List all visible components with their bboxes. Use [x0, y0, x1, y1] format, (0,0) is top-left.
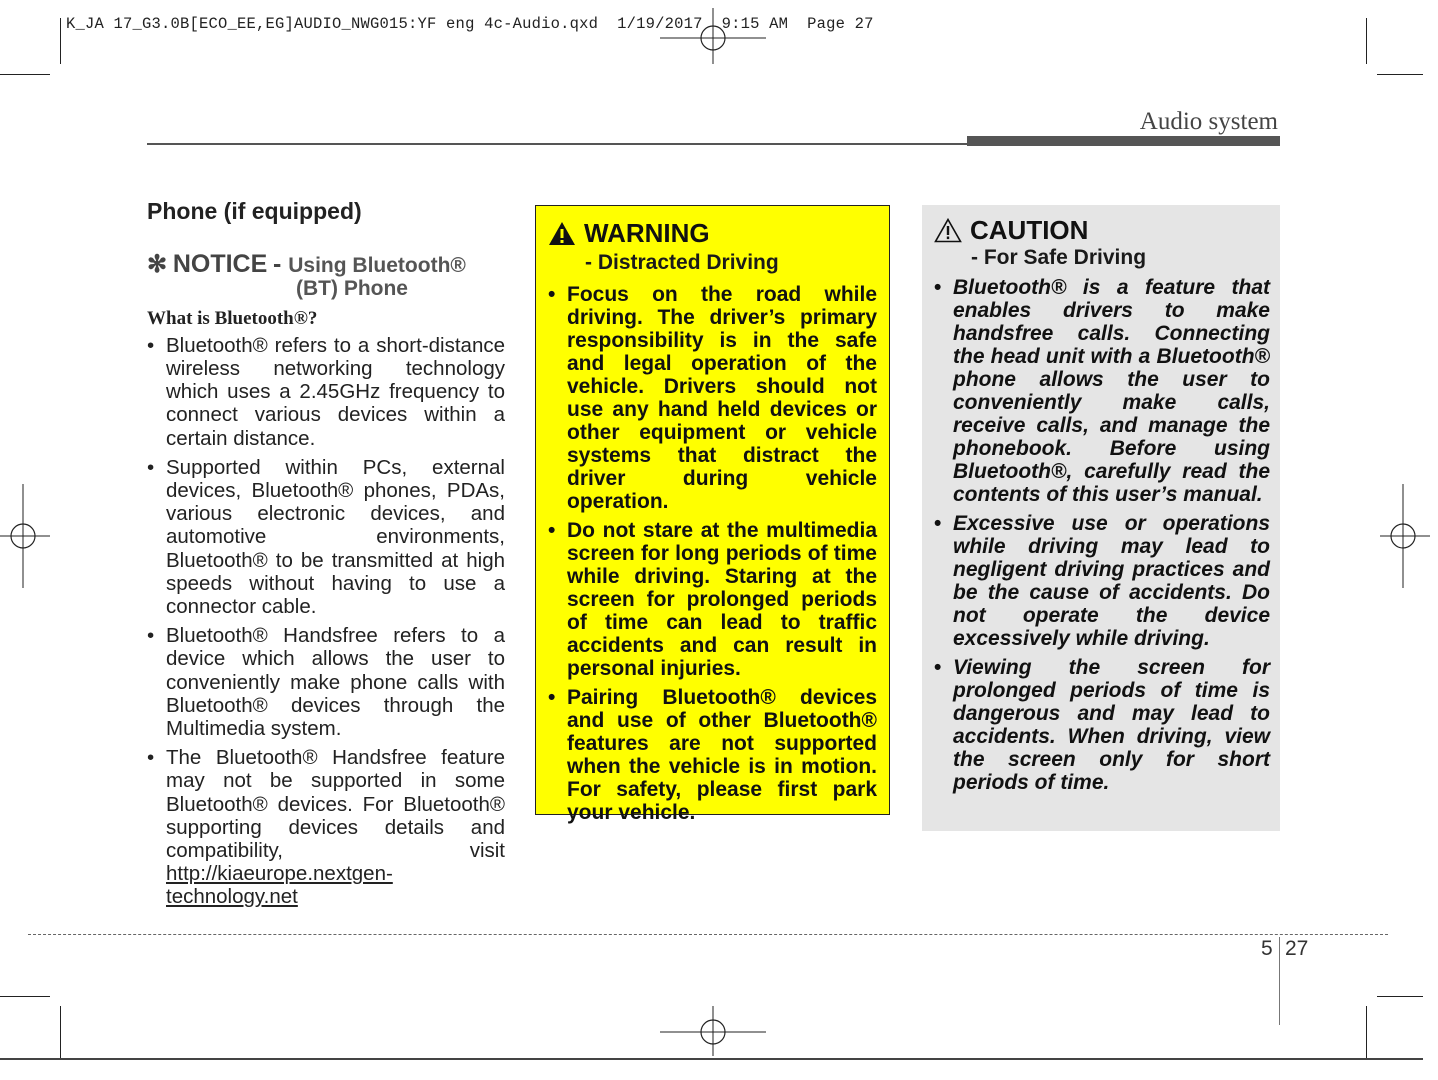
warning-box — [535, 205, 890, 824]
list-item: • Do not stare at the multimedia screen for long periods of time while driving. Staring at the screen for prolonged periods of time can lead to traffic accidents and can result in personal injuries. — [548, 519, 877, 680]
page-number: 27 — [1285, 937, 1309, 960]
warning-subtitle: - Distracted Driving — [585, 251, 779, 274]
crop-mark — [0, 74, 50, 75]
crop-mark — [60, 1006, 61, 1058]
crop-mark — [1377, 74, 1423, 75]
list-item — [147, 746, 505, 908]
caution-list — [934, 276, 1270, 794]
chapter-number: 5 — [1261, 937, 1273, 960]
warning-triangle-icon — [548, 221, 576, 246]
what-is-heading: What is Bluetooth®? — [147, 307, 318, 329]
list-item: • Pairing Bluetooth® devices and use of other Bluetooth® features are not supported when the vehicle is in motion. For safety, please first park your vehicle. — [548, 686, 877, 824]
notice-heading — [147, 250, 505, 301]
bottom-edge — [0, 1058, 1423, 1060]
notice-dash: - — [272, 250, 289, 279]
warning-list — [548, 283, 877, 824]
caution-triangle-icon — [934, 218, 962, 243]
list-item: • Viewing the screen for prolonged periods of time is dangerous and may lead to accidents. When driving, view the screen only for short periods of time. — [934, 656, 1270, 794]
caution-subtitle: - For Safe Driving — [971, 246, 1147, 269]
notice-label: NOTICE — [172, 250, 268, 279]
warning-title: WARNING — [584, 218, 710, 248]
registration-mark-icon — [660, 1006, 766, 1056]
bluetooth-list — [147, 334, 505, 909]
crop-mark — [1366, 18, 1367, 64]
crop-mark — [1377, 996, 1423, 997]
notice-subtitle-2: (BT) Phone — [296, 277, 408, 301]
left-column — [147, 200, 505, 915]
caution-heading — [934, 215, 1270, 246]
header-bar — [967, 136, 1280, 146]
crop-mark — [1366, 1006, 1367, 1058]
list-item: • Bluetooth® refers to a short-distance wireless networking technology which uses a 2.45GHz frequency to connect various devices within a certain distance. — [147, 334, 505, 450]
registration-mark-icon — [1380, 484, 1430, 588]
header-rule — [147, 143, 967, 145]
list-item: • Bluetooth® Handsfree refers to a device which allows the user to conveniently make phone calls with Bluetooth® devices through the Multimedia system. — [147, 624, 505, 740]
footer-dashed-rule — [28, 934, 1388, 935]
phone-title: Phone (if equipped) — [147, 198, 362, 224]
list-item: • Supported within PCs, external devices, Bluetooth® phones, PDAs, various electronic devices, and automotive environments, Bluetooth® to be transmitted at high speeds without having to use a connector cable. — [147, 456, 505, 618]
list-item: • Bluetooth® is a feature that enables drivers to make handsfree calls. Connecting the head unit with a Bluetooth® phone allows the user to conveniently make calls, receive calls, and manage the phonebook. Before using Bluetooth®, carefully read the contents of this user’s manual. — [934, 276, 1270, 506]
list-item: • Focus on the road while driving. The driver’s primary responsibility is in the safe and legal operation of the vehicle. Drivers should not use any hand held devices or other equipment or vehicle systems that distract the driver during vehicle operation. — [548, 283, 877, 513]
asterisk-icon: ✻ — [147, 251, 168, 279]
notice-subtitle-1: Using Bluetooth® — [288, 254, 466, 278]
caution-title: CAUTION — [970, 215, 1089, 245]
section-title: Audio system — [1139, 108, 1278, 135]
warning-heading — [548, 218, 877, 249]
file-slug: K_JA 17_G3.0B[ECO_EE,EG]AUDIO_NWG015:YF eng 4c-Audio.qxd 1/19/2017 9:15 AM Page 27 — [66, 15, 874, 33]
crop-mark — [0, 996, 50, 997]
registration-mark-icon — [0, 484, 50, 588]
caution-box — [922, 205, 1280, 831]
kia-europe-link[interactable]: http://kiaeurope.nextgen-technology.net — [166, 862, 393, 909]
list-item-text: The Bluetooth® Handsfree feature may not be supported in some Bluetooth® devices. For Bluetooth® supporting devices details and compatibility, visit — [166, 746, 505, 863]
crop-mark — [60, 18, 61, 64]
page-number-divider — [1279, 937, 1280, 1025]
list-item: • Excessive use or operations while driving may lead to negligent driving practices and be the cause of accidents. Do not operate the device excessively while driving. — [934, 512, 1270, 650]
